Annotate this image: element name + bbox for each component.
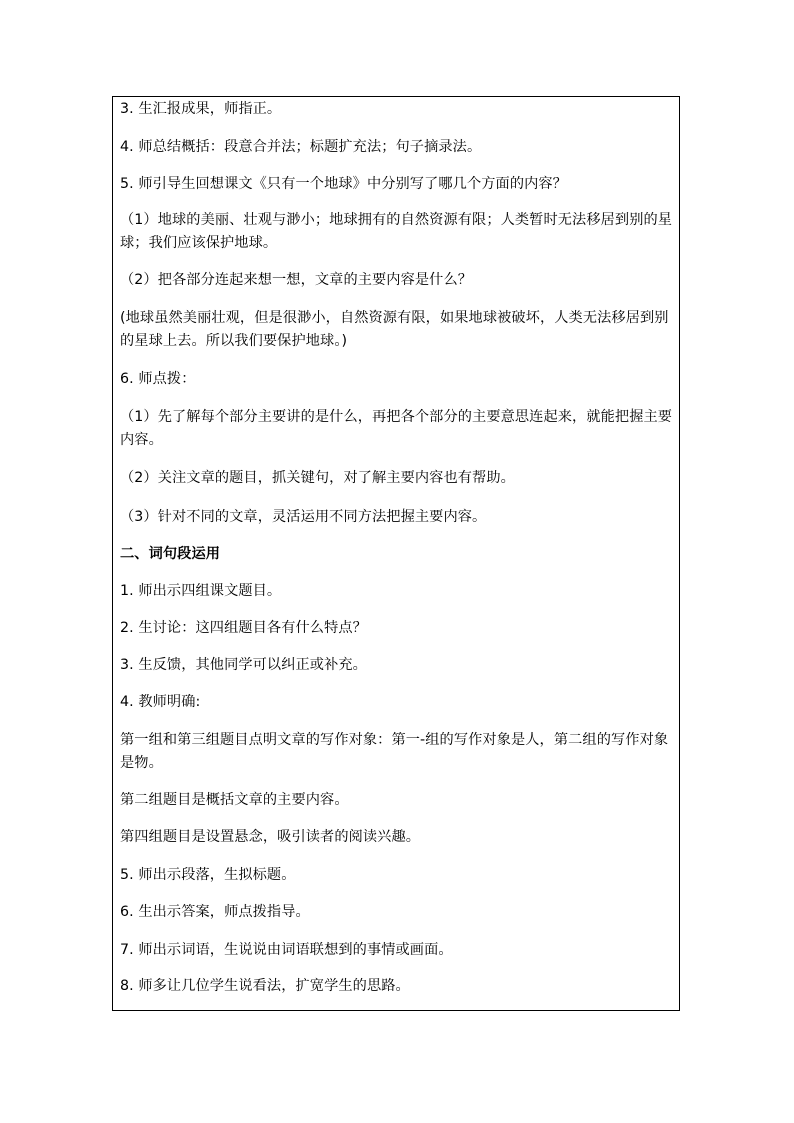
- paragraph-tip-1: （1）先了解每个部分主要讲的是什么，再把各个部分的主要意思连起来，就能把握主要内容。: [120, 409, 673, 448]
- table-cell: [112, 96, 680, 1011]
- paragraph-item-3: 3. 生反馈，其他同学可以纠正或补充。: [120, 657, 367, 673]
- paragraph-item-8: 8. 师多让几位学生说看法，扩宽学生的思路。: [120, 978, 410, 994]
- paragraph-clarify-1: 第一组和第三组题目点明文章的写作对象：第一-组的写作对象是人，第二组的写作对象是物。: [120, 732, 669, 771]
- paragraph-item-1: 1. 师出示四组课文题目。: [120, 583, 282, 599]
- paragraph-question-2: （2）把各部分连起来想一想，文章的主要内容是什么？: [120, 272, 473, 288]
- paragraph-step-6: 6. 师点拨：: [120, 371, 196, 387]
- paragraph-item-7: 7. 师出示词语，生说说由词语联想到的事情或画面。: [120, 942, 453, 958]
- paragraph-step-5: 5. 师引导生回想课文《只有一个地球》中分别写了哪几个方面的内容？: [120, 176, 567, 192]
- paragraph-clarify-3: 第四组题目是设置悬念，吸引读者的阅读兴趣。: [120, 829, 421, 845]
- paragraph-item-4: 4. 教师明确:: [120, 694, 201, 710]
- section-heading: 二、词句段运用: [120, 546, 221, 562]
- paragraph-item-6: 6. 生出示答案，师点拨指导。: [120, 904, 310, 920]
- paragraph-clarify-2: 第二组题目是概括文章的主要内容。: [120, 792, 349, 808]
- paragraph-answer-2: (地球虽然美丽壮观，但是很渺小，自然资源有限，如果地球被破坏，人类无法移居到别的星球上去。所以我们要保护地球。): [120, 310, 669, 349]
- paragraph-step-4: 4. 师总结概括：段意合并法；标题扩充法；句子摘录法。: [120, 139, 482, 155]
- paragraph-step-3: 3. 生汇报成果，师指正。: [120, 101, 282, 117]
- paragraph-answer-1: （1）地球的美丽、壮观与渺小；地球拥有的自然资源有限；人类暂时无法移居到别的星球；我们应该保护地球。: [120, 212, 673, 251]
- paragraph-tip-3: （3）针对不同的文章，灵活运用不同方法把握主要内容。: [120, 509, 487, 525]
- paragraph-item-5: 5. 师出示段落，生拟标题。: [120, 867, 296, 883]
- paragraph-item-2: 2. 生讨论：这四组题目各有什么特点？: [120, 620, 367, 636]
- paragraph-tip-2: （2）关注文章的题目，抓关键句，对了解主要内容也有帮助。: [120, 470, 515, 486]
